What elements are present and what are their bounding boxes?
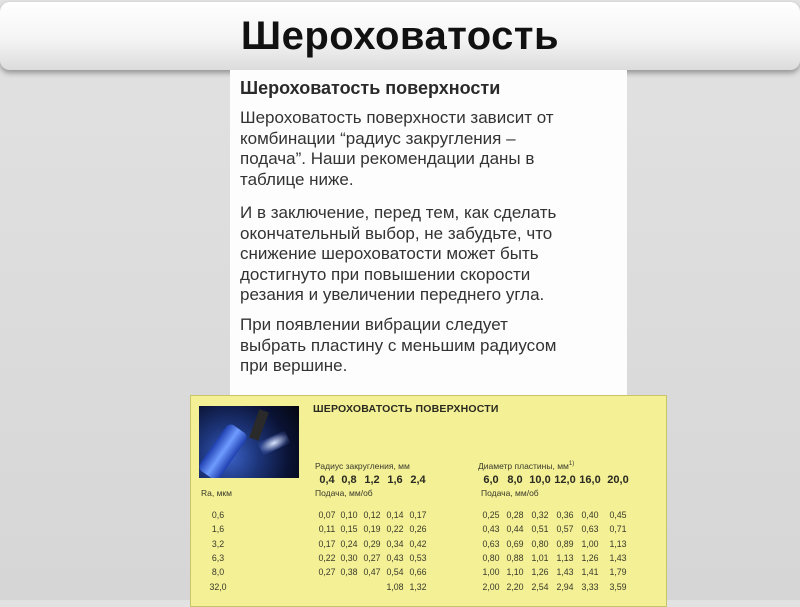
paragraph-line: выбрать пластину с меньшим радиусом <box>240 335 557 355</box>
feed-cell: 0,40 <box>581 510 599 520</box>
feed-cell: 0,17 <box>409 510 427 520</box>
feed-cell: 0,24 <box>340 538 358 549</box>
feed-cell: 2,54 <box>531 581 549 592</box>
feed-cell: 0,89 <box>556 538 574 549</box>
feed-cell: 0,63 <box>581 524 599 535</box>
radius-header: 0,8 <box>341 474 357 486</box>
diameter-header: 6,0 <box>483 474 499 486</box>
feed-cell: 1,79 <box>609 567 627 578</box>
feed-cell: 0,66 <box>409 567 427 578</box>
paragraph-line: комбинации “радиус закругления – <box>240 128 516 148</box>
diameter-header: 16,0 <box>579 474 601 486</box>
feed-cell: 1,41 <box>581 567 599 578</box>
paragraph-line: При появлении вибрации следует <box>240 315 508 334</box>
feed-cell: 1,26 <box>581 552 599 563</box>
feed-cell: 0,51 <box>531 524 549 535</box>
feed-cell: 0,36 <box>556 510 574 520</box>
feed-cell: 0,07 <box>318 510 336 520</box>
feed-cell: 1,00 <box>482 567 500 578</box>
feed-cell: 0,63 <box>482 538 500 549</box>
ra-value: 6,3 <box>211 552 225 563</box>
slide-title: Шероховатость <box>240 13 560 58</box>
diameter-header: 8,0 <box>507 474 523 486</box>
feed-cell: 0,14 <box>386 510 404 520</box>
feed-label-right: Подача, мм/об <box>481 488 539 498</box>
feed-cell: 0,45 <box>609 510 627 520</box>
paragraph-line: таблице ниже. <box>240 169 354 189</box>
feed-cell: 1,26 <box>531 567 549 578</box>
feed-cell: 0,19 <box>363 524 381 535</box>
feed-cell: 0,43 <box>482 524 500 535</box>
feed-cell: 0,69 <box>506 538 524 549</box>
ra-value: 8,0 <box>211 567 225 578</box>
roughness-table <box>190 395 667 607</box>
feed-cell: 0,53 <box>409 552 427 563</box>
feed-cell: 0,22 <box>318 552 336 563</box>
feed-cell: 0,42 <box>409 538 427 549</box>
feed-cell: 2,94 <box>556 581 574 592</box>
feed-cell: 0,57 <box>556 524 574 535</box>
cutting-tool-photo <box>199 406 299 478</box>
feed-cell: 0,22 <box>386 524 404 535</box>
diameter-header: 20,0 <box>607 474 629 486</box>
feed-cell: 0,34 <box>386 538 404 549</box>
feed-cell: 0,11 <box>318 524 336 535</box>
feed-cell: 0,26 <box>409 524 427 535</box>
feed-cell: 0,30 <box>340 552 358 563</box>
radius-header: 2,4 <box>410 474 426 486</box>
paragraph-line: И в заключение, перед тем, как сделать <box>240 203 557 222</box>
paragraph-line: снижение шероховатости может быть <box>240 244 539 263</box>
scanned-page <box>230 70 627 400</box>
radius-header: 0,4 <box>319 474 335 486</box>
feed-label-left: Подача, мм/об <box>315 488 373 498</box>
slide-title-bar <box>0 2 800 70</box>
feed-cell: 0,27 <box>318 567 336 578</box>
paragraph-2 <box>240 203 625 306</box>
feed-cell: 2,20 <box>506 581 524 592</box>
feed-cell: 0,27 <box>363 552 381 563</box>
feed-cell: 0,80 <box>531 538 549 549</box>
feed-cell: 0,80 <box>482 552 500 563</box>
feed-cell: 1,13 <box>556 552 574 563</box>
diameter-header: 10,0 <box>529 474 551 486</box>
feed-cell: 1,08 <box>386 581 404 592</box>
paragraph-line: Шероховатость поверхности зависит от <box>240 108 554 127</box>
feed-cell: 0,10 <box>340 510 358 520</box>
paragraph-line: резания и увеличении переднего угла. <box>240 285 545 304</box>
feed-cell: 1,43 <box>609 552 627 563</box>
feed-cell: 0,15 <box>340 524 358 535</box>
ra-value: 3,2 <box>211 538 225 549</box>
paragraph-3 <box>240 315 625 377</box>
feed-cell: 0,29 <box>363 538 381 549</box>
feed-cell: 0,44 <box>506 524 524 535</box>
feed-cell: 1,00 <box>581 538 599 549</box>
paragraph-line: подача”. Наши рекомендации даны в <box>240 149 535 168</box>
radius-header: 1,2 <box>364 474 380 486</box>
table-title: ШЕРОХОВАТОСТЬ ПОВЕРХНОСТИ <box>313 403 499 415</box>
feed-cell: 2,00 <box>482 581 500 592</box>
radius-header: 1,6 <box>387 474 403 486</box>
diameter-header: 12,0 <box>554 474 576 486</box>
feed-cell: 0,71 <box>609 524 627 535</box>
ra-value: 1,6 <box>211 524 225 535</box>
feed-cell: 0,38 <box>340 567 358 578</box>
feed-cell: 1,13 <box>609 538 627 549</box>
ra-value: 0,6 <box>211 510 225 520</box>
feed-cell: 1,32 <box>409 581 427 592</box>
feed-cell: 3,33 <box>581 581 599 592</box>
page-heading: Шероховатость поверхности <box>240 78 501 98</box>
feed-cell: 1,10 <box>506 567 524 578</box>
feed-cell: 0,88 <box>506 552 524 563</box>
feed-cell: 0,17 <box>318 538 336 549</box>
feed-cell: 0,32 <box>531 510 549 520</box>
feed-cell: 0,54 <box>386 567 404 578</box>
feed-cell: 0,12 <box>363 510 381 520</box>
feed-cell: 0,25 <box>482 510 500 520</box>
feed-cell: 3,59 <box>609 581 627 592</box>
paragraph-line: при вершине. <box>240 356 348 375</box>
paragraph-line: достигнуто при повышении скорости <box>240 264 531 284</box>
ra-label: Ra, мкм <box>201 488 232 498</box>
diameter-label: Диаметр пластины, $мм^{1)}$ <box>478 461 575 471</box>
ra-value: 32,0 <box>209 581 227 592</box>
paragraph-1 <box>240 108 625 190</box>
feed-cell: 1,43 <box>556 567 574 578</box>
feed-cell: 1,01 <box>531 552 549 563</box>
radius-label: Радиус закругления, мм <box>315 461 410 471</box>
paragraph-line: окончательный выбор, не забудьте, что <box>240 223 553 243</box>
feed-cell: 0,47 <box>363 567 381 578</box>
feed-cell: 0,43 <box>386 552 404 563</box>
feed-cell: 0,28 <box>506 510 524 520</box>
